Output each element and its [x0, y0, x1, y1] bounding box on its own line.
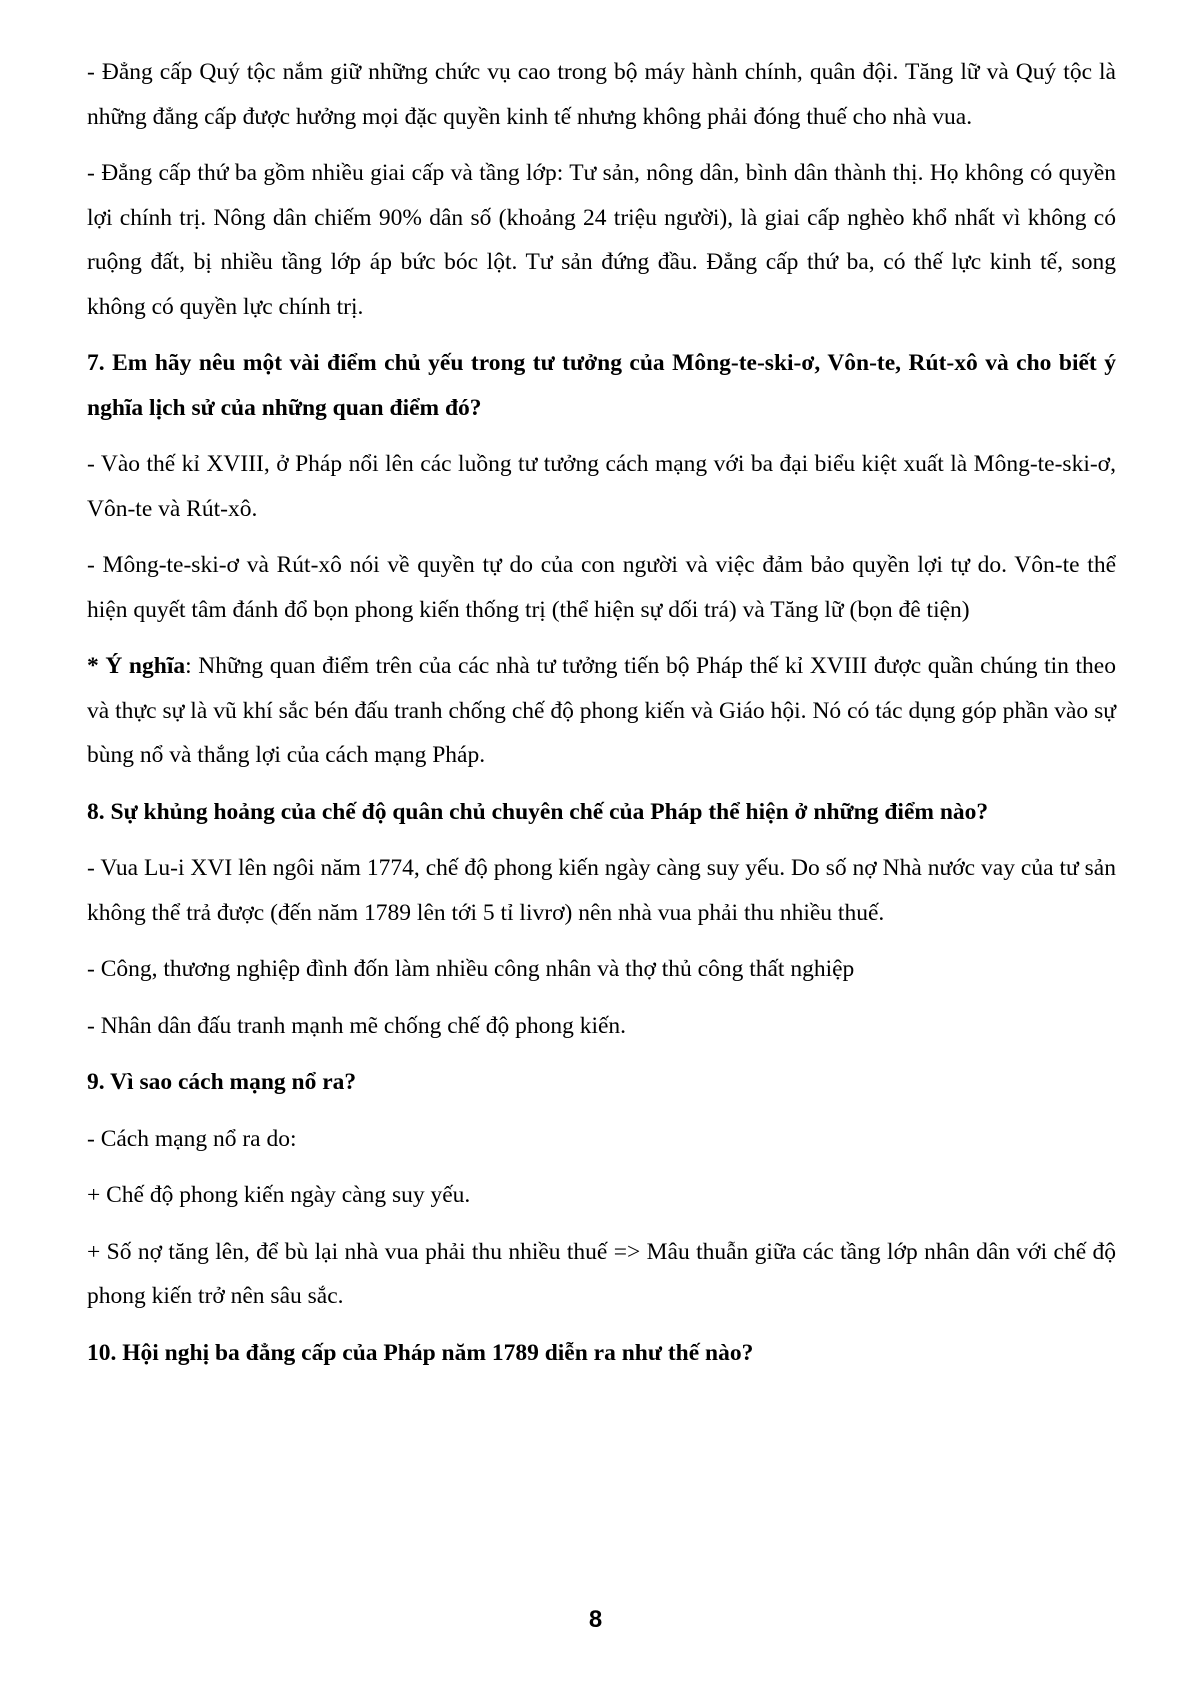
paragraph-nobility: - Đẳng cấp Quý tộc nắm giữ những chức vụ cao trong bộ máy hành chính, quân đội. Tăng lữ và Quý tộc là những đẳng cấp được hưởng mọi đặc quyền kinh tế nhưng không phải đóng thuế cho nhà vua.	[87, 59, 1116, 130]
paragraph-louis-xvi: - Vua Lu-i XVI lên ngôi năm 1774, chế độ phong kiến ngày càng suy yếu. Do số nợ Nhà nước vay của tư sản không thể trả được (đến năm 1789 lên tới 5 tỉ livrơ) nên nhà vua phải thu nhiều thuế.	[87, 855, 1116, 926]
paragraph-industry-stagnation: - Công, thương nghiệp đình đốn làm nhiều công nhân và thợ thủ công thất nghiệp	[87, 956, 855, 982]
significance-text: : Những quan điểm trên của các nhà tư tưởng tiến bộ Pháp thế kỉ XVIII được quần chúng tin theo và thực sự là vũ khí sắc bén đấu tranh chống chế độ phong kiến và Giáo hội. Nó có tác dụng góp phần vào sự bùng nổ và thắng lợi của cách mạng Pháp.	[87, 653, 1116, 768]
question-9-heading: 9. Vì sao cách mạng nổ ra?	[87, 1069, 357, 1095]
paragraph-people-struggle: - Nhân dân đấu tranh mạnh mẽ chống chế độ phong kiến.	[87, 1012, 627, 1039]
page-number: 8	[588, 1606, 603, 1633]
question-8-heading: 8. Sự khủng hoảng của chế độ quân chủ chuyên chế của Pháp thể hiện ở những điểm nào?	[87, 798, 989, 825]
paragraph-third-estate: - Đẳng cấp thứ ba gồm nhiều giai cấp và tầng lớp: Tư sản, nông dân, bình dân thành thị. Họ không có quyền lợi chính trị. Nông dân chiếm 90% dân số (khoảng 24 triệu người), là giai cấp nghèo khổ nhất vì không có ruộng đất, bị nhiều tầng lớp áp bức bóc lột. Tư sản đứng đầu. Đẳng cấp thứ ba, có thế lực kinh tế, song không có quyền lực chính trị.	[87, 160, 1116, 320]
paragraph-enlightenment-thinkers: - Vào thế kỉ XVIII, ở Pháp nổi lên các luồng tư tưởng cách mạng với ba đại biểu kiệt xuất là Mông-te-ski-ơ, Vôn-te và Rút-xô.	[87, 451, 1116, 522]
paragraph-revolution-causes: - Cách mạng nổ ra do:	[87, 1125, 297, 1152]
paragraph-debt-taxes: + Số nợ tăng lên, để bù lại nhà vua phải thu nhiều thuế => Mâu thuẫn giữa các tầng lớp nhân dân với chế độ phong kiến trở nên sâu sắc.	[87, 1238, 1116, 1309]
question-7-heading: 7. Em hãy nêu một vài điểm chủ yếu trong tư tưởng của Mông-te-ski-ơ, Vôn-te, Rút-xô và cho biết ý nghĩa lịch sử của những quan điểm đó?	[87, 350, 1116, 421]
paragraph-significance	[87, 644, 1116, 778]
paragraph-feudal-decline: + Chế độ phong kiến ngày càng suy yếu.	[87, 1182, 471, 1208]
paragraph-thinkers-views: - Mông-te-ski-ơ và Rút-xô nói về quyền tự do của con người và việc đảm bảo quyền lợi tự do. Vôn-te thể hiện quyết tâm đánh đổ bọn phong kiến thống trị (thể hiện sự dối trá) và Tăng lữ (bọn đê tiện)	[87, 552, 1116, 623]
significance-label: * Ý nghĩa	[87, 653, 186, 679]
question-10-heading: 10. Hội nghị ba đẳng cấp của Pháp năm 1789 diễn ra như thế nào?	[87, 1339, 754, 1366]
